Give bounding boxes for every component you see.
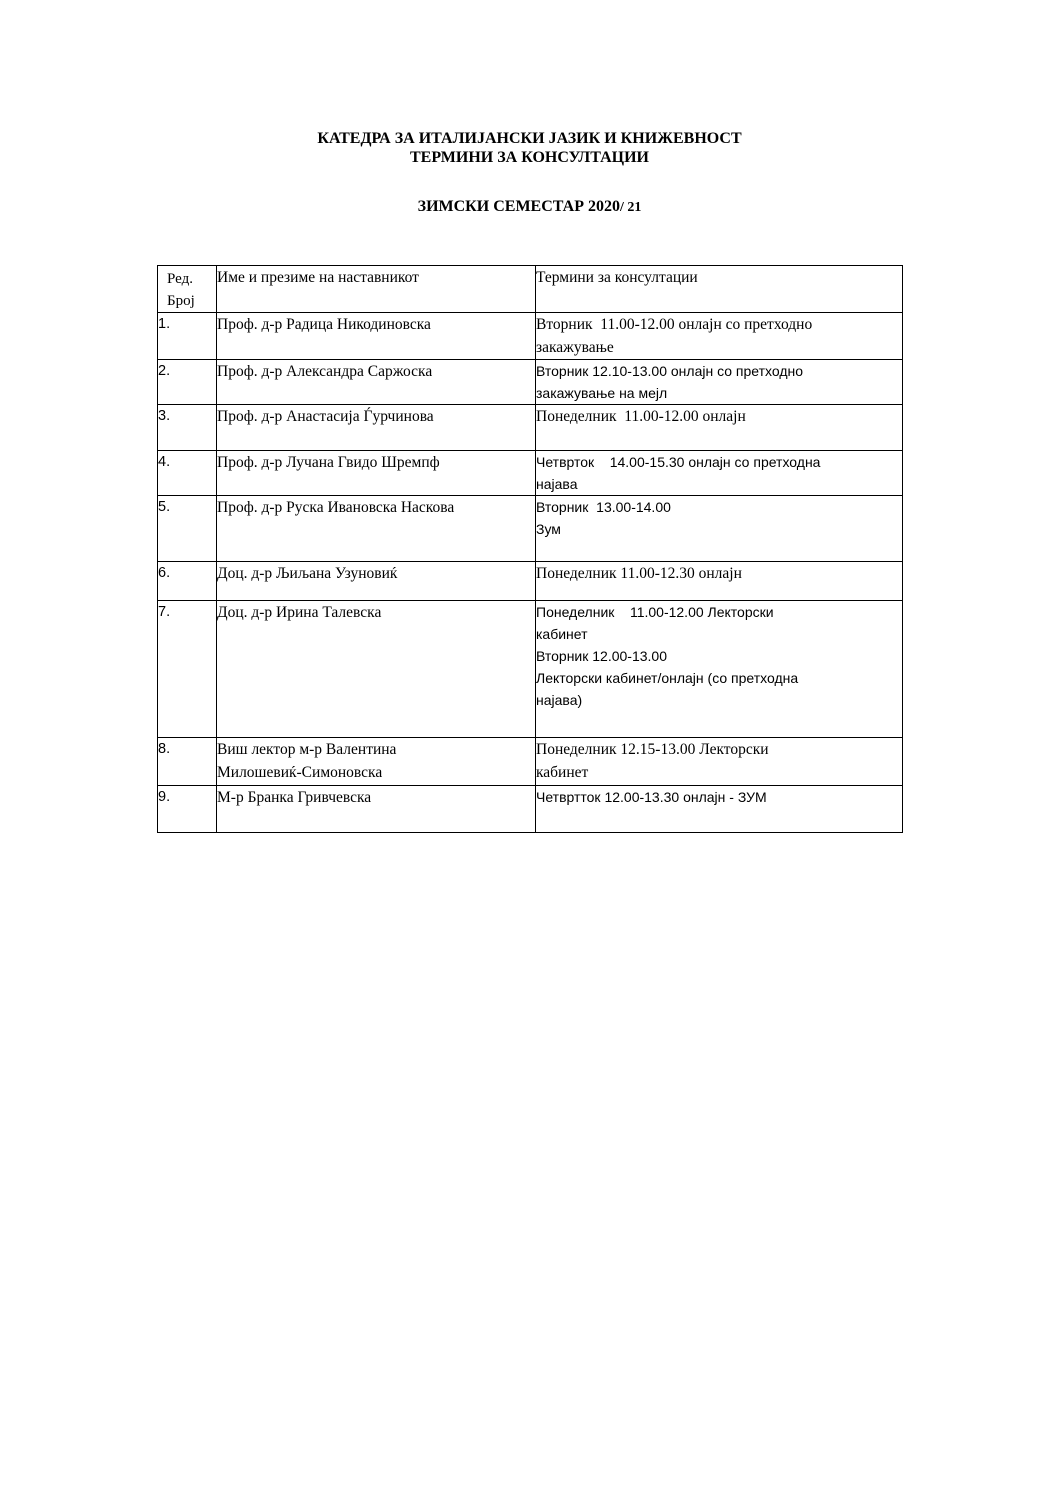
teacher-name [217,405,536,451]
table-row [158,451,903,496]
teacher-name-line: Милошевиќ-Симоновска [217,764,383,781]
row-number: 5. [158,496,217,562]
teacher-name [217,601,536,738]
table-row [158,313,903,360]
consultation-time-line: Вторник 12.00-13.00 [536,648,667,664]
row-number: 7. [158,601,217,738]
row-number: 4. [158,451,217,496]
consultation-time-line: кабинет [536,626,588,642]
consultation-times [536,496,903,562]
consultation-time-line: Зум [536,521,561,537]
consultation-times [536,786,903,833]
consultation-times [536,360,903,405]
consultation-times [536,405,903,451]
teacher-name-line: Проф. д-р Александра Саржоска [217,363,433,380]
header-name: Име и презиме на наставникот [217,266,536,313]
teacher-name-line: Виш лектор м-р Валентина [217,741,397,758]
consultation-time-line: Четвртток 12.00-13.30 онлајн - ЗУМ [536,789,767,805]
row-number: 3. [158,405,217,451]
table-row [158,405,903,451]
document-subtitle: ТЕРМИНИ ЗА КОНСУЛТАЦИИ [409,149,649,166]
consultation-time-line: закажување [536,339,614,356]
row-number: 9. [158,786,217,833]
semester-main: ЗИМСКИ СЕМЕСТАР 2020 [417,198,620,215]
consultation-time-line: закажување на мејл [536,385,668,401]
table-row [158,360,903,405]
table-row [158,562,903,601]
teacher-name [217,562,536,601]
consultation-time-line: најава [536,476,578,492]
teacher-name-line: Доц. д-р Љиљана Узуновиќ [217,565,398,582]
table-row [158,738,903,786]
consultation-table [157,265,903,833]
table-header-row [158,266,903,313]
teacher-name [217,738,536,786]
consultation-times [536,601,903,738]
consultation-time-line: кабинет [536,764,589,781]
row-number: 6. [158,562,217,601]
row-number: 1. [158,313,217,360]
consultation-time-line: Понеделник 11.00-12.00 онлајн [536,408,746,425]
consultation-time-line: Вторник 12.10-13.00 онлајн со претходно [536,363,804,379]
consultation-times [536,313,903,360]
semester-heading [0,198,1059,217]
teacher-name-line: М-р Бранка Гривчевска [217,789,372,806]
teacher-name-line: Проф. д-р Лучана Гвидо Шремпф [217,454,440,471]
header-times: Термини за консултации [536,266,903,313]
consultation-times [536,562,903,601]
teacher-name-line: Доц. д-р Ирина Талевска [217,604,382,621]
header-number-line1: Ред. [167,271,193,287]
consultation-time-line: Вторник 13.00-14.00 [536,499,671,515]
consultation-time-line: Четврток 14.00-15.30 онлајн со претходна [536,454,821,470]
teacher-name [217,313,536,360]
consultation-time-line: Понеделник 11.00-12.30 онлајн [536,565,742,582]
teacher-name [217,496,536,562]
consultation-times [536,738,903,786]
header-number-line2: Број [167,293,195,309]
table-row [158,786,903,833]
teacher-name [217,451,536,496]
teacher-name-line: Проф. д-р Руска Ивановска Наскова [217,499,455,516]
teacher-name [217,786,536,833]
consultation-time-line: Понеделник 12.15-13.00 Лекторски [536,741,769,758]
consultation-time-line: Лекторски кабинет/онлајн (со претходна [536,670,799,686]
consultation-time-line: најава) [536,692,583,708]
consultation-time-line: Вторник 11.00-12.00 онлајн со претходно [536,316,813,333]
consultation-time-line: Понеделник 11.00-12.00 Лекторски [536,604,774,620]
consultation-times [536,451,903,496]
row-number: 2. [158,360,217,405]
teacher-name-line: Проф. д-р Радица Никодиновска [217,316,431,333]
table-row [158,496,903,562]
semester-suffix: / 21 [619,200,642,215]
row-number: 8. [158,738,217,786]
table-row [158,601,903,738]
teacher-name [217,360,536,405]
teacher-name-line: Проф. д-р Анастасија Ѓурчинова [217,408,434,425]
document-title: КАТЕДРА ЗА ИТАЛИЈАНСКИ ЈАЗИК И КНИЖЕВНОСТ [317,130,742,147]
header-number [158,266,217,313]
